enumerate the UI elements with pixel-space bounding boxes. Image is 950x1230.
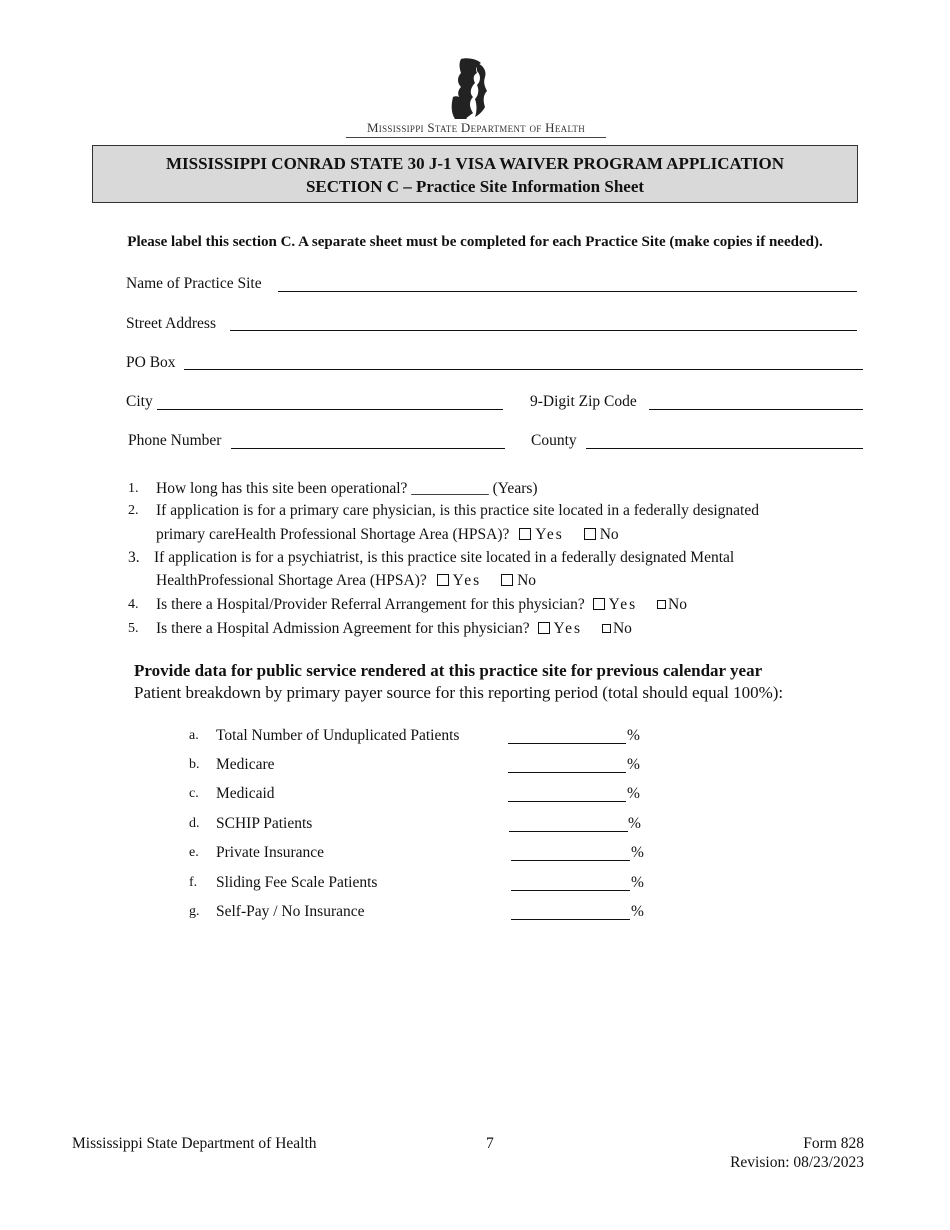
footer-department: Mississippi State Department of Health	[72, 1135, 317, 1152]
phone-input[interactable]	[231, 448, 505, 449]
q2-text-line2: primary careHealth Professional Shortage Area (HPSA)?	[156, 526, 510, 543]
checkbox-icon[interactable]	[519, 528, 531, 540]
row-label-sliding-fee: Sliding Fee Scale Patients	[216, 874, 378, 891]
logo-rule	[346, 137, 606, 138]
row-letter: b.	[189, 757, 200, 772]
checkbox-icon[interactable]	[657, 600, 666, 609]
row-letter: c.	[189, 786, 199, 801]
q5-yes-option[interactable]: Yes	[538, 620, 583, 637]
percent-sign: %	[627, 785, 640, 802]
practice-site-label: Name of Practice Site	[126, 275, 262, 292]
q4-question	[156, 596, 687, 614]
row-label-self-pay: Self-Pay / No Insurance	[216, 903, 365, 920]
street-address-label: Street Address	[126, 315, 216, 332]
row-letter: e.	[189, 845, 199, 860]
percent-sign: %	[627, 727, 640, 744]
q4-text: Is there a Hospital/Provider Referral Arrangement for this physician?	[156, 596, 585, 613]
checkbox-icon[interactable]	[501, 574, 513, 586]
revision-date: Revision: 08/23/2023	[730, 1154, 864, 1171]
logo-wordmark: Mississippi State Department of Health	[366, 120, 586, 135]
zip-input[interactable]	[649, 409, 863, 410]
checkbox-icon[interactable]	[602, 624, 611, 633]
percent-sign: %	[631, 844, 644, 861]
row-label-schip: SCHIP Patients	[216, 815, 313, 832]
medicaid-input[interactable]	[508, 801, 626, 802]
county-label: County	[531, 432, 577, 449]
msdh-logo-icon	[447, 57, 491, 121]
row-label-medicaid: Medicaid	[216, 785, 275, 802]
zip-label: 9-Digit Zip Code	[530, 393, 637, 410]
phone-label: Phone Number	[128, 432, 222, 449]
row-letter: d.	[189, 816, 200, 831]
form-title: MISSISSIPPI CONRAD STATE 30 J-1 VISA WAIVER PROGRAM APPLICATION	[165, 154, 785, 173]
q2-question	[156, 526, 619, 544]
checkbox-icon[interactable]	[437, 574, 449, 586]
q5-no-option[interactable]: No	[602, 620, 632, 637]
unduplicated-input[interactable]	[508, 743, 626, 744]
q5-question	[156, 620, 632, 638]
q2-yes-option[interactable]: Yes	[519, 526, 564, 543]
percent-sign: %	[627, 756, 640, 773]
checkbox-icon[interactable]	[593, 598, 605, 610]
q1-text: How long has this site been operational? __________ (Years)	[156, 480, 538, 497]
public-service-heading: Provide data for public service rendered at this practice site for previous calendar year	[134, 661, 763, 680]
schip-input[interactable]	[509, 831, 628, 832]
row-letter: f.	[189, 875, 198, 890]
po-box-input[interactable]	[184, 369, 863, 370]
q5-number: 5.	[128, 621, 139, 636]
q5-text: Is there a Hospital Admission Agreement for this physician?	[156, 620, 530, 637]
q3-question	[156, 572, 536, 590]
row-label-private-insurance: Private Insurance	[216, 844, 325, 861]
form-number: Form 828	[803, 1135, 864, 1152]
checkbox-icon[interactable]	[584, 528, 596, 540]
q1-number: 1.	[128, 481, 139, 496]
county-input[interactable]	[586, 448, 863, 449]
q3-number: 3.	[128, 549, 140, 566]
instruction-text: Please label this section C. A separate sheet must be completed for each Practice Site (make copies if needed).	[127, 234, 823, 250]
medicare-input[interactable]	[508, 772, 626, 773]
page-number: 7	[486, 1135, 494, 1152]
q3-no-option[interactable]: No	[501, 572, 536, 589]
city-input[interactable]	[157, 409, 503, 410]
practice-site-input[interactable]	[278, 291, 857, 292]
q3-text-line1: If application is for a psychiatrist, is this practice site located in a federally designated Mental	[154, 549, 735, 566]
q3-text-line2: HealthProfessional Shortage Area (HPSA)?	[156, 572, 427, 589]
q4-yes-option[interactable]: Yes	[593, 596, 638, 613]
row-label-unduplicated: Total Number of Unduplicated Patients	[216, 727, 460, 744]
row-label-medicare: Medicare	[216, 756, 275, 773]
public-service-subheading: Patient breakdown by primary payer source for this reporting period (total should equal 100%):	[134, 683, 784, 702]
q4-no-option[interactable]: No	[657, 596, 687, 613]
row-letter: g.	[189, 904, 200, 919]
q2-text-line1: If application is for a primary care physician, is this practice site located in a federally designated	[156, 502, 759, 519]
percent-sign: %	[631, 874, 644, 891]
section-title: SECTION C – Practice Site Information Sheet	[305, 177, 645, 196]
po-box-label: PO Box	[126, 354, 176, 371]
row-letter: a.	[189, 728, 199, 743]
q2-number: 2.	[128, 503, 139, 518]
percent-sign: %	[631, 903, 644, 920]
sliding-fee-input[interactable]	[511, 890, 630, 891]
percent-sign: %	[628, 815, 641, 832]
private-insurance-input[interactable]	[511, 860, 630, 861]
q4-number: 4.	[128, 597, 139, 612]
q2-no-option[interactable]: No	[584, 526, 619, 543]
self-pay-input[interactable]	[511, 919, 630, 920]
title-box	[92, 145, 858, 203]
street-address-input[interactable]	[230, 330, 857, 331]
city-label: City	[126, 393, 153, 410]
checkbox-icon[interactable]	[538, 622, 550, 634]
q3-yes-option[interactable]: Yes	[437, 572, 482, 589]
